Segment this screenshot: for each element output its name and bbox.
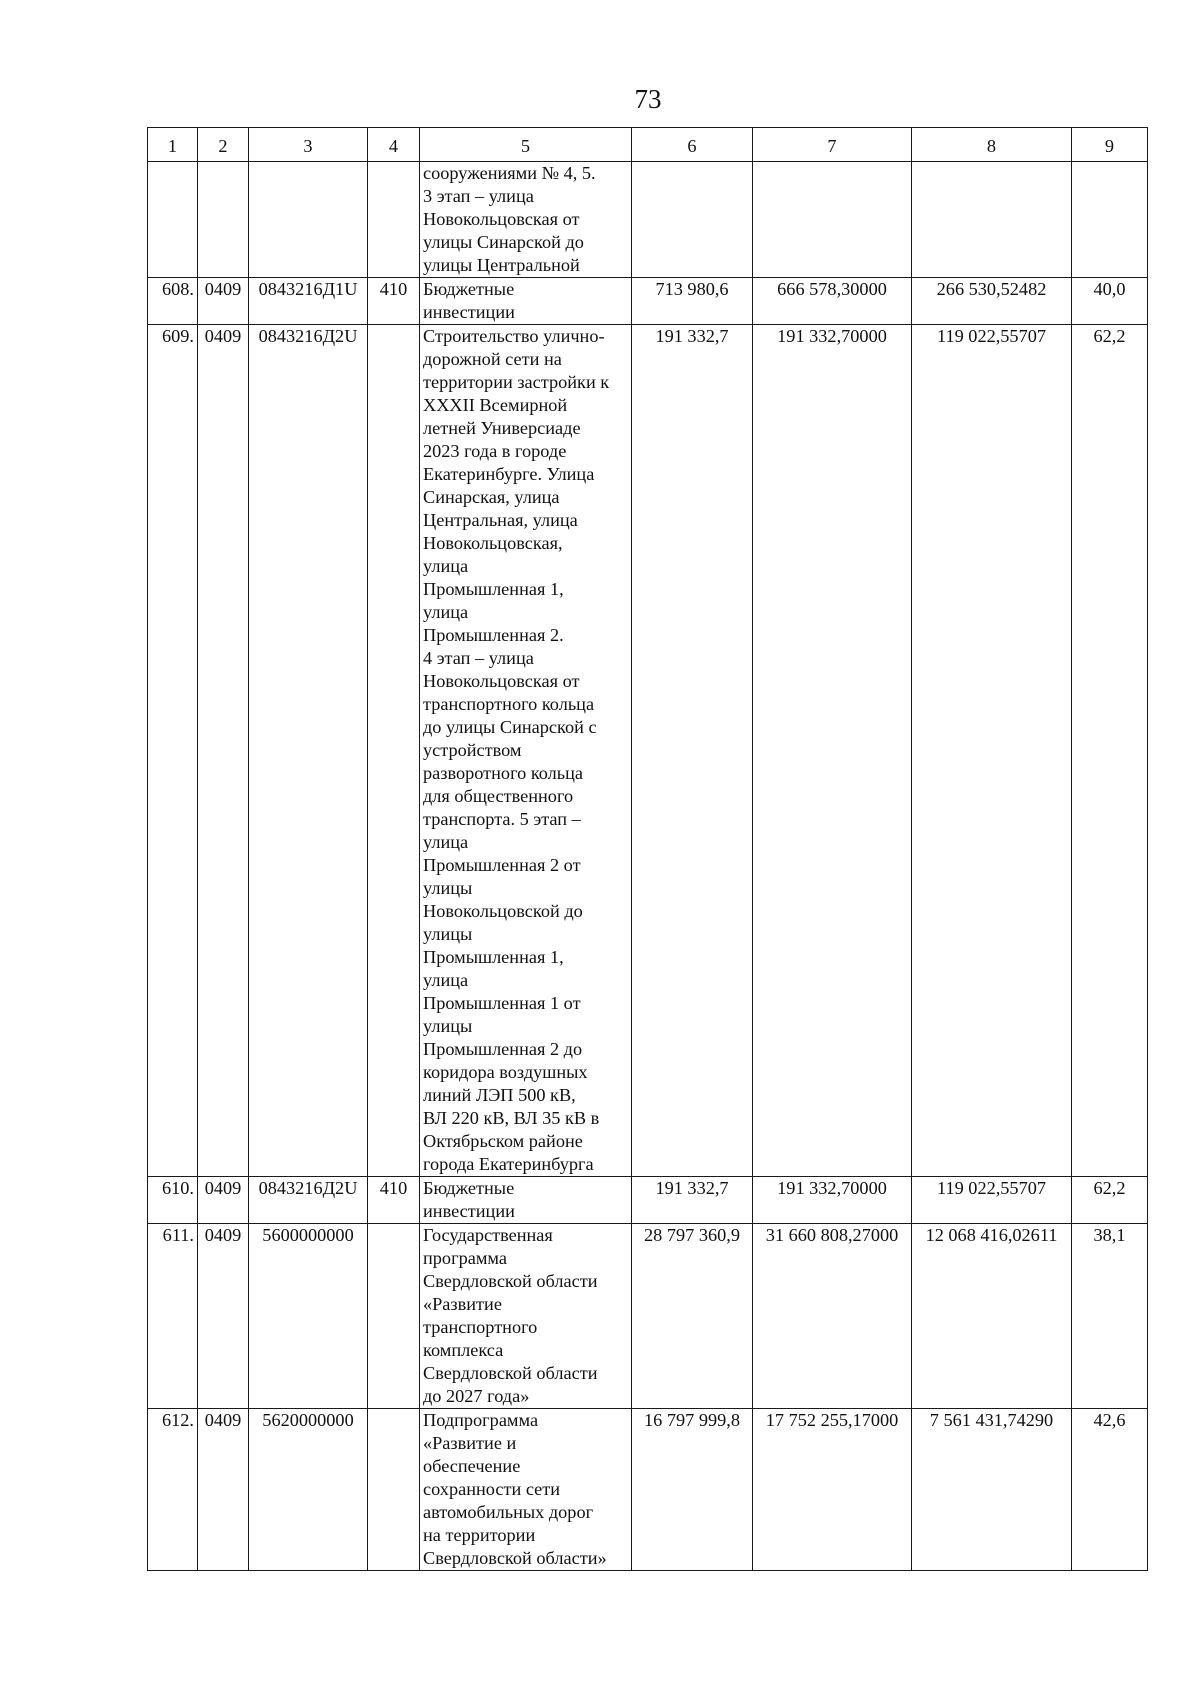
percent-col-9 bbox=[1072, 162, 1148, 278]
target-article-code: 5600000000 bbox=[249, 1224, 368, 1409]
amount-col-8: 119 022,55707 bbox=[912, 325, 1072, 1177]
amount-col-7: 191 332,70000 bbox=[753, 1177, 912, 1224]
target-article-code: 5620000000 bbox=[249, 1409, 368, 1571]
row-number: 609. bbox=[148, 325, 198, 1177]
row-description-text: Строительство улично- дорожной сети на территории застройки к XXXII Всемирной летней Универсиаде 2023 года в городе Екатеринбурге. Улица Синарская, улица Центральная, улица Новокольцовская, улица Промышленная 1, улица Промышленная 2. 4 этап – улица Новокольцовская от транспортного кольца до улицы Синарской с устройством разворотного кольца для общественного транспорта. 5 этап – улица Промышленная 2 от улицы Новокольцовской до улицы Промышленная 1, улица Промышленная 1 от улицы Промышленная 2 до коридора воздушных линий ЛЭП 500 кВ, ВЛ 220 кВ, ВЛ 35 кВ в Октябрьском районе города Екатеринбурга bbox=[423, 326, 610, 1174]
target-article-code: 0843216Д2U bbox=[249, 325, 368, 1177]
row-description bbox=[420, 1224, 632, 1409]
table-row bbox=[148, 1409, 1148, 1571]
header-col-8: 8 bbox=[912, 128, 1072, 162]
section-code: 0409 bbox=[198, 1409, 249, 1571]
row-description-text: сооружениями № 4, 5. 3 этап – улица Новокольцовская от улицы Синарской до улицы Центральной bbox=[423, 163, 596, 275]
row-description bbox=[420, 1177, 632, 1224]
header-col-4: 4 bbox=[368, 128, 420, 162]
amount-col-7: 191 332,70000 bbox=[753, 325, 912, 1177]
amount-col-6 bbox=[632, 162, 753, 278]
amount-col-7: 31 660 808,27000 bbox=[753, 1224, 912, 1409]
row-number: 612. bbox=[148, 1409, 198, 1571]
table-row bbox=[148, 1224, 1148, 1409]
row-number: 608. bbox=[148, 278, 198, 325]
row-description-text: Бюджетные инвестиции bbox=[423, 1178, 515, 1221]
expense-type-code bbox=[368, 325, 420, 1177]
header-col-9: 9 bbox=[1072, 128, 1148, 162]
target-article-code: 0843216Д2U bbox=[249, 1177, 368, 1224]
section-code: 0409 bbox=[198, 1224, 249, 1409]
amount-col-6: 16 797 999,8 bbox=[632, 1409, 753, 1571]
amount-col-7: 17 752 255,17000 bbox=[753, 1409, 912, 1571]
expense-type-code bbox=[368, 1224, 420, 1409]
amount-col-7: 666 578,30000 bbox=[753, 278, 912, 325]
section-code bbox=[198, 162, 249, 278]
table-row bbox=[148, 325, 1148, 1177]
percent-col-9: 38,1 bbox=[1072, 1224, 1148, 1409]
expense-type-code: 410 bbox=[368, 1177, 420, 1224]
table-row bbox=[148, 162, 1148, 278]
amount-col-8 bbox=[912, 162, 1072, 278]
header-col-6: 6 bbox=[632, 128, 753, 162]
percent-col-9: 42,6 bbox=[1072, 1409, 1148, 1571]
row-description bbox=[420, 278, 632, 325]
expense-type-code bbox=[368, 1409, 420, 1571]
target-article-code: 0843216Д1U bbox=[249, 278, 368, 325]
table-row bbox=[148, 278, 1148, 325]
target-article-code bbox=[249, 162, 368, 278]
amount-col-8: 12 068 416,02611 bbox=[912, 1224, 1072, 1409]
page-number: 73 bbox=[634, 84, 662, 114]
row-description bbox=[420, 1409, 632, 1571]
row-description-text: Государственная программа Свердловской области «Развитие транспортного комплекса Свердловской области до 2027 года» bbox=[423, 1225, 598, 1406]
row-description bbox=[420, 325, 632, 1177]
row-description bbox=[420, 162, 632, 278]
percent-col-9: 40,0 bbox=[1072, 278, 1148, 325]
percent-col-9: 62,2 bbox=[1072, 1177, 1148, 1224]
amount-col-8: 7 561 431,74290 bbox=[912, 1409, 1072, 1571]
budget-table bbox=[147, 127, 1148, 1571]
header-col-1: 1 bbox=[148, 128, 198, 162]
amount-col-6: 191 332,7 bbox=[632, 325, 753, 1177]
amount-col-6: 28 797 360,9 bbox=[632, 1224, 753, 1409]
amount-col-6: 191 332,7 bbox=[632, 1177, 753, 1224]
amount-col-7 bbox=[753, 162, 912, 278]
section-code: 0409 bbox=[198, 325, 249, 1177]
header-col-3: 3 bbox=[249, 128, 368, 162]
row-description-text: Бюджетные инвестиции bbox=[423, 279, 515, 322]
table-row bbox=[148, 1177, 1148, 1224]
table-header-row bbox=[148, 128, 1148, 162]
row-number: 611. bbox=[148, 1224, 198, 1409]
section-code: 0409 bbox=[198, 1177, 249, 1224]
header-col-2: 2 bbox=[198, 128, 249, 162]
header-col-5: 5 bbox=[420, 128, 632, 162]
row-description-text: Подпрограмма «Развитие и обеспечение сохранности сети автомобильных дорог на территории Свердловской области» bbox=[423, 1410, 607, 1568]
amount-col-8: 266 530,52482 bbox=[912, 278, 1072, 325]
row-number bbox=[148, 162, 198, 278]
amount-col-6: 713 980,6 bbox=[632, 278, 753, 325]
amount-col-8: 119 022,55707 bbox=[912, 1177, 1072, 1224]
row-number: 610. bbox=[148, 1177, 198, 1224]
section-code: 0409 bbox=[198, 278, 249, 325]
expense-type-code bbox=[368, 162, 420, 278]
header-col-7: 7 bbox=[753, 128, 912, 162]
percent-col-9: 62,2 bbox=[1072, 325, 1148, 1177]
expense-type-code: 410 bbox=[368, 278, 420, 325]
